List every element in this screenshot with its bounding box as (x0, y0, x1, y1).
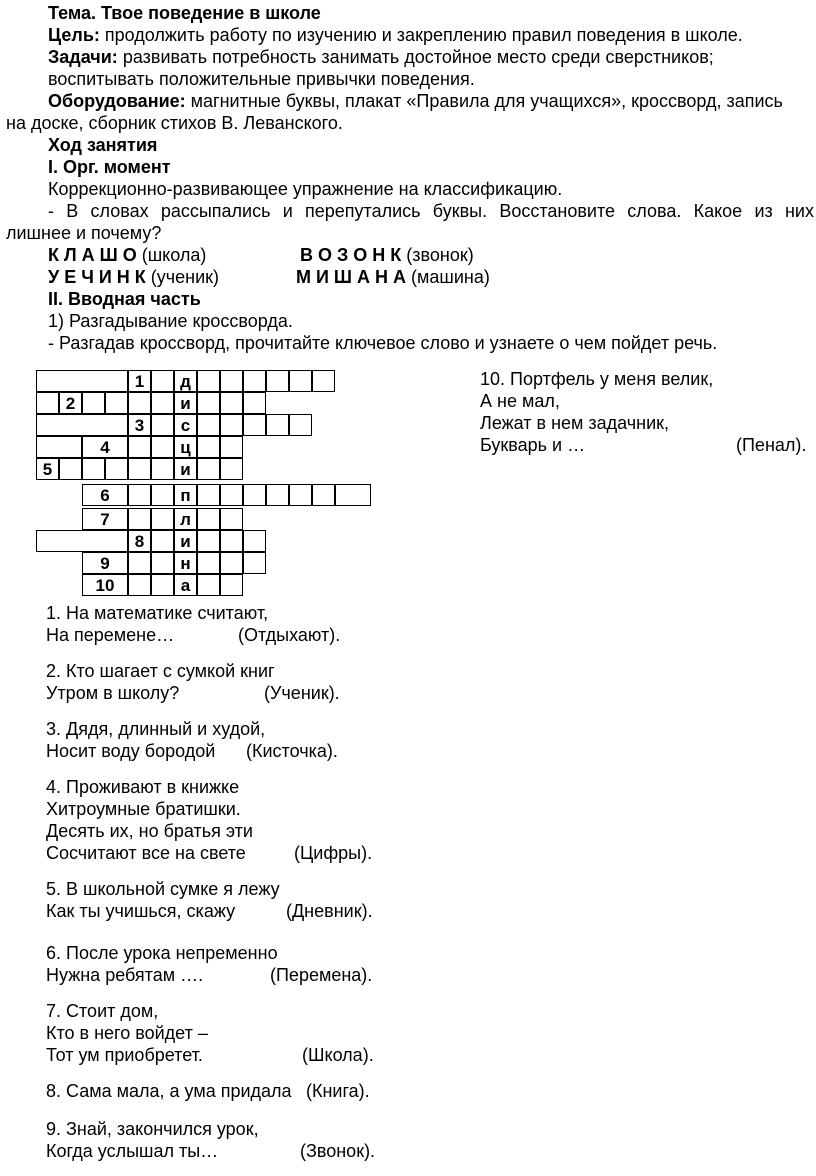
crossword-empty-cell[interactable] (151, 508, 174, 530)
crossword-empty-cell[interactable] (312, 370, 335, 392)
crossword-empty-cell[interactable] (220, 574, 243, 596)
riddle-line: 6. После урока непременно (46, 943, 278, 963)
crossword-empty-cell[interactable] (105, 392, 128, 414)
crossword-empty-cell[interactable] (243, 530, 266, 552)
crossword-empty-cell[interactable] (220, 458, 243, 480)
equipment-value-2: на доске, сборник стихов В. Леванского. (6, 113, 343, 133)
riddle-line: Десять их, но братья эти (46, 821, 253, 841)
crossword-empty-cell[interactable] (197, 574, 220, 596)
part2-title: II. Вводная часть (48, 289, 201, 309)
crossword-clue-number: 6 (82, 484, 128, 506)
riddle-answer: (Кисточка). (246, 741, 338, 761)
riddle-answer: (Перемена). (270, 965, 373, 985)
crossword-blank (36, 436, 82, 458)
crossword-empty-cell[interactable] (243, 370, 266, 392)
crossword-empty-cell[interactable] (59, 458, 82, 480)
riddle-answer: (Ученик). (264, 683, 340, 703)
crossword-empty-cell[interactable] (151, 414, 174, 436)
lesson-heading: Ход занятия (48, 135, 158, 155)
crossword-keyword-cell[interactable]: с (174, 414, 197, 436)
crossword-empty-cell[interactable] (220, 436, 243, 458)
crossword-keyword-cell[interactable]: и (174, 530, 197, 552)
riddle-line: 1. На математике считают, (46, 603, 269, 623)
crossword-empty-cell[interactable] (128, 392, 151, 414)
riddle-answer: (Пенал). (736, 435, 807, 455)
crossword-empty-cell[interactable] (151, 436, 174, 458)
goal-value: продолжить работу по изучению и закреплению правил поведения в школе. (104, 25, 743, 45)
riddle-line: Хитроумные братишки. (46, 799, 241, 819)
crossword-empty-cell[interactable] (197, 436, 220, 458)
crossword-grid (36, 370, 376, 600)
crossword-empty-cell[interactable] (220, 414, 243, 436)
crossword-empty-cell[interactable] (335, 484, 371, 506)
anagram-letters: М И Ш А Н А (296, 267, 407, 287)
crossword-empty-cell[interactable] (151, 370, 174, 392)
riddle-line: Носит воду бородой (46, 741, 216, 761)
part2-step: 1) Разгадывание кроссворда. (48, 311, 293, 331)
riddle-line: 4. Проживают в книжке (46, 777, 240, 797)
part1-title: I. Орг. момент (48, 157, 171, 177)
crossword-empty-cell[interactable] (289, 484, 312, 506)
anagram-letters: У Е Ч И Н К (48, 267, 146, 287)
tasks-value-1: развивать потребность занимать достойное место среди сверстников; (122, 47, 714, 67)
crossword-empty-cell[interactable] (82, 392, 105, 414)
part1-intro: Коррекционно-развивающее упражнение на классификацию. (48, 179, 563, 199)
crossword-empty-cell[interactable] (105, 458, 128, 480)
crossword-blank (36, 414, 128, 436)
crossword-blank (36, 530, 128, 552)
crossword-keyword-cell[interactable]: и (174, 458, 197, 480)
crossword-empty-cell[interactable] (128, 552, 151, 574)
crossword-empty-cell[interactable] (128, 458, 151, 480)
equipment-label: Оборудование: (48, 91, 186, 111)
riddle-line: Когда услышал ты… (46, 1141, 219, 1161)
crossword-keyword-cell[interactable]: а (174, 574, 197, 596)
riddle-answer: (Отдыхают). (238, 625, 341, 645)
riddle-line: Как ты учишься, скажу (46, 901, 236, 921)
crossword-empty-cell[interactable] (151, 392, 174, 414)
tasks-label: Задачи: (48, 47, 118, 67)
riddle-line: 5. В школьной сумке я лежу (46, 879, 280, 899)
crossword-empty-cell[interactable] (266, 484, 289, 506)
riddle-line: 7. Стоит дом, (46, 1001, 159, 1021)
goal-line (48, 24, 743, 46)
anagram-3 (48, 266, 219, 288)
crossword-keyword-cell[interactable]: п (174, 484, 197, 506)
riddle-line: Утром в школу? (46, 683, 180, 703)
crossword-empty-cell[interactable] (151, 458, 174, 480)
riddle-line: 9. Знай, закончился урок, (46, 1119, 259, 1139)
crossword-empty-cell[interactable] (220, 484, 243, 506)
crossword-keyword-cell[interactable]: ц (174, 436, 197, 458)
crossword-empty-cell[interactable] (220, 392, 243, 414)
anagram-letters: В О З О Н К (300, 245, 402, 265)
equipment-line (48, 90, 783, 112)
riddle-line: Букварь и … (480, 435, 586, 455)
part1-task-1: - В словах рассыпались и перепутались буквы. Восстановите слова. Какое из них (48, 201, 814, 221)
riddle-line: Лежат в нем задачник, (480, 413, 670, 433)
crossword-empty-cell[interactable] (243, 552, 266, 574)
crossword-empty-cell[interactable] (289, 414, 312, 436)
crossword-empty-cell[interactable] (197, 370, 220, 392)
crossword-empty-cell[interactable] (289, 370, 312, 392)
crossword-empty-cell[interactable] (151, 574, 174, 596)
equipment-value-1: магнитные буквы, плакат «Правила для учащихся», кроссворд, запись (190, 91, 783, 111)
tasks-line (48, 46, 714, 68)
topic-value: Твое поведение в школе (100, 3, 321, 23)
crossword-empty-cell[interactable] (220, 530, 243, 552)
crossword-empty-cell[interactable] (243, 414, 266, 436)
anagram-1 (48, 244, 206, 266)
crossword-empty-cell[interactable] (151, 552, 174, 574)
riddle-line: 8. Сама мала, а ума придала (46, 1081, 292, 1101)
crossword-keyword-cell[interactable]: л (174, 508, 197, 530)
crossword-clue-number: 7 (82, 508, 128, 530)
topic-label: Тема. (48, 3, 96, 23)
crossword-empty-cell[interactable] (151, 484, 174, 506)
anagram-answer: (машина) (411, 267, 490, 287)
crossword-clue-number: 1 (128, 370, 151, 392)
crossword-empty-cell[interactable] (197, 530, 220, 552)
crossword-clue-number: 5 (36, 458, 59, 480)
crossword-blank (36, 392, 59, 414)
crossword-empty-cell[interactable] (243, 392, 266, 414)
crossword-empty-cell[interactable] (197, 508, 220, 530)
part1-task-2: лишнее и почему? (6, 223, 162, 243)
crossword-clue-number: 9 (82, 552, 128, 574)
crossword-clue-number: 2 (59, 392, 82, 414)
riddle-line: Сосчитают все на свете (46, 843, 246, 863)
crossword-empty-cell[interactable] (128, 484, 151, 506)
riddle-answer: (Звонок). (300, 1141, 376, 1161)
riddle-answer: (Школа). (302, 1045, 374, 1065)
part2-task: - Разгадав кроссворд, прочитайте ключевое слово и узнаете о чем пойдет речь. (48, 333, 718, 353)
riddle-line: 3. Дядя, длинный и худой, (46, 719, 266, 739)
crossword-clue-number: 8 (128, 530, 151, 552)
anagram-answer: (ученик) (150, 267, 220, 287)
crossword-empty-cell[interactable] (266, 370, 289, 392)
goal-label: Цель: (48, 25, 100, 45)
crossword-empty-cell[interactable] (151, 530, 174, 552)
riddle-line: Тот ум приобретет. (46, 1045, 203, 1065)
crossword-blank (36, 370, 128, 392)
riddle-line: На перемене… (46, 625, 175, 645)
riddle-line: А не мал, (480, 391, 560, 411)
crossword-empty-cell[interactable] (128, 436, 151, 458)
crossword-empty-cell[interactable] (312, 484, 335, 506)
riddle-line: 2. Кто шагает с сумкой книг (46, 661, 275, 681)
tasks-value-2: воспитывать положительные привычки поведения. (48, 69, 475, 89)
riddle-line: 10. Портфель у меня велик, (480, 369, 714, 389)
riddle-line: Нужна ребятам …. (46, 965, 204, 985)
crossword-clue-number: 3 (128, 414, 151, 436)
crossword-empty-cell[interactable] (220, 552, 243, 574)
crossword-keyword-cell[interactable]: д (174, 370, 197, 392)
crossword-keyword-cell[interactable]: н (174, 552, 197, 574)
crossword-empty-cell[interactable] (243, 484, 266, 506)
riddle-answer: (Книга). (306, 1081, 370, 1101)
crossword-clue-number: 4 (82, 436, 128, 458)
crossword-empty-cell[interactable] (197, 392, 220, 414)
crossword-empty-cell[interactable] (128, 508, 151, 530)
anagram-2 (300, 244, 474, 266)
riddle-answer: (Дневник). (286, 901, 373, 921)
crossword-empty-cell[interactable] (82, 458, 105, 480)
anagram-letters: К Л А Ш О (48, 245, 137, 265)
crossword-empty-cell[interactable] (197, 484, 220, 506)
crossword-empty-cell[interactable] (197, 552, 220, 574)
riddle-answer: (Цифры). (294, 843, 373, 863)
anagram-4 (296, 266, 490, 288)
crossword-keyword-cell[interactable]: и (174, 392, 197, 414)
crossword-empty-cell[interactable] (128, 574, 151, 596)
crossword-empty-cell[interactable] (197, 414, 220, 436)
anagram-answer: (звонок) (406, 245, 474, 265)
crossword-clue-number: 10 (82, 574, 128, 596)
anagram-answer: (школа) (141, 245, 207, 265)
crossword-empty-cell[interactable] (266, 414, 289, 436)
riddle-line: Кто в него войдет – (46, 1023, 208, 1043)
crossword-empty-cell[interactable] (197, 458, 220, 480)
crossword-empty-cell[interactable] (220, 508, 243, 530)
topic-line (48, 2, 321, 24)
crossword-empty-cell[interactable] (220, 370, 243, 392)
